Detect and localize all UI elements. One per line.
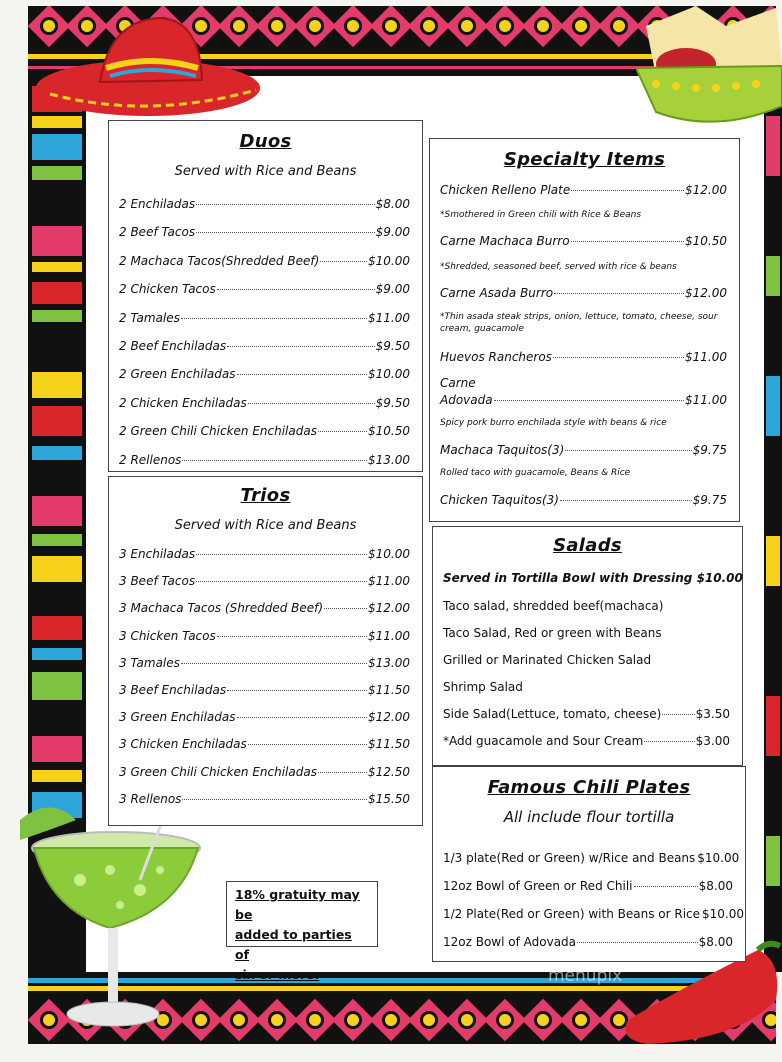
decorative-diamond	[294, 999, 336, 1041]
menu-item-price: $11.00	[368, 628, 410, 643]
dot-leader	[217, 289, 375, 290]
dot-leader	[227, 690, 367, 691]
menu-item-name: Taco Salad, Red or green with Beans	[443, 626, 662, 640]
chili-plates-section	[432, 766, 746, 962]
menu-item-price: $12.50	[368, 764, 410, 779]
menu-item-name: 2 Chicken Enchiladas	[119, 395, 247, 410]
menu-item-price: $10.00	[702, 907, 745, 921]
gratuity-notice	[226, 881, 378, 982]
decorative-diamond	[218, 999, 260, 1041]
salads-subtitle: Served in Tortilla Bowl with Dressing $10.00	[443, 571, 743, 585]
menu-item-name-line1: Carne	[440, 376, 476, 390]
menu-item-name: 3 Enchiladas	[119, 547, 196, 561]
duos-section	[108, 120, 423, 472]
duos-title: Duos	[239, 131, 292, 152]
menu-item-price: $10.50	[685, 234, 727, 248]
dot-leader	[571, 241, 684, 242]
trios-section	[108, 476, 423, 826]
menu-item	[119, 574, 410, 588]
menu-item-price: $12.00	[368, 601, 410, 616]
menu-item-name: 3 Chicken Enchiladas	[119, 737, 247, 752]
menu-item-price: $13.00	[368, 452, 410, 467]
menu-item	[119, 710, 410, 724]
menu-item-name: Grilled or Marinated Chicken Salad	[443, 653, 652, 667]
decorative-diamond	[522, 999, 564, 1041]
dot-leader	[318, 431, 367, 432]
menu-item-price: $8.00	[375, 197, 410, 211]
dot-leader	[560, 500, 692, 501]
decorative-diamond	[370, 6, 412, 47]
chili-subtitle: All include flour tortilla	[503, 808, 675, 826]
menu-item-name: Chicken Relleno Plate	[440, 183, 571, 197]
menu-item-description: *Thin asada steak strips, onion, lettuce, tomato, cheese, sour cream, guacamole	[440, 312, 718, 334]
menu-item-price: $11.50	[368, 683, 410, 697]
dot-leader	[553, 357, 684, 358]
gratuity-line-3: six or more.	[235, 967, 320, 982]
dot-leader	[318, 772, 367, 773]
menu-item	[119, 396, 410, 410]
decorative-diamond	[332, 6, 374, 47]
dot-leader	[196, 232, 375, 233]
dot-leader	[182, 460, 367, 461]
nachos-illustration	[636, 6, 782, 136]
menu-item-name: 3 Chicken Tacos	[119, 628, 216, 643]
trios-subtitle: Served with Rice and Beans	[174, 518, 357, 533]
menu-item-name: 2 Green Chili Chicken Enchiladas	[119, 424, 317, 439]
dot-leader	[324, 608, 367, 609]
menu-item-price: $8.00	[698, 935, 733, 949]
decorative-diamond	[484, 6, 526, 47]
decorative-diamond	[294, 6, 336, 47]
menu-item	[440, 183, 727, 197]
menu-item-name: 2 Machaca Tacos(Shredded Beef)	[119, 253, 320, 268]
watermark: menupix	[548, 966, 623, 986]
menu-item-name: 2 Tamales	[119, 310, 180, 325]
menu-item-name: 3 Beef Enchiladas	[119, 683, 227, 697]
menu-item-price: $12.00	[685, 183, 727, 197]
menu-item-name: Carne Machaca Burro	[440, 234, 570, 248]
menu-item	[119, 339, 410, 353]
menu-item-name: 12oz Bowl of Green or Red Chili	[443, 879, 633, 893]
menu-item	[443, 851, 740, 865]
dot-leader	[196, 554, 367, 555]
dot-leader	[634, 886, 698, 887]
menu-item-price: $11.50	[368, 737, 410, 752]
menu-item	[119, 656, 410, 670]
menu-item-name: Carne Asada Burro	[440, 286, 554, 300]
menu-item	[443, 935, 733, 949]
menu-item-name: 3 Rellenos	[119, 791, 182, 806]
menu-item-price: $3.00	[695, 734, 730, 748]
menu-item-price: $13.00	[368, 655, 410, 670]
dot-leader	[237, 374, 367, 375]
menu-item	[119, 629, 410, 643]
menu-item-name: 3 Green Enchiladas	[119, 710, 236, 725]
specialty-title: Specialty Items	[503, 149, 666, 170]
menu-item	[440, 443, 727, 457]
menu-item-name: 2 Enchiladas	[119, 197, 196, 211]
menu-item	[440, 393, 727, 407]
menu-item-price: $9.50	[375, 395, 410, 410]
menu-item-price: $12.00	[685, 286, 727, 300]
menu-item-name: 2 Beef Tacos	[119, 225, 196, 240]
menu-item-price: $9.75	[692, 443, 727, 457]
decorative-diamond	[560, 6, 602, 47]
menu-item-name: 3 Tamales	[119, 655, 180, 670]
salads-section	[432, 526, 743, 766]
dot-leader	[577, 942, 698, 943]
menu-item-price: $11.00	[368, 574, 410, 589]
chili-title: Famous Chili Plates	[487, 777, 691, 798]
menu-item-price: $10.00	[368, 253, 410, 268]
menu-item-name: Shrimp Salad	[443, 680, 523, 694]
menu-item	[119, 282, 410, 296]
menu-item	[119, 225, 410, 239]
dot-leader	[227, 346, 375, 347]
dot-leader	[644, 741, 694, 742]
decorative-diamond	[408, 999, 450, 1041]
menu-item	[443, 599, 730, 613]
menu-item	[443, 734, 730, 748]
salads-title: Salads	[553, 535, 622, 556]
menu-item	[443, 879, 733, 893]
decorative-diamond	[598, 6, 640, 47]
menu-item-name: Side Salad(Lettuce, tomato, cheese)	[443, 707, 662, 721]
menu-item	[119, 737, 410, 751]
menu-item-price: $8.00	[698, 879, 733, 893]
menu-item-price: $11.00	[685, 393, 727, 407]
gratuity-line-2: added to parties of	[235, 927, 352, 962]
menu-item-price: $10.50	[368, 424, 410, 439]
menu-item-name: 2 Beef Enchiladas	[119, 339, 227, 353]
menu-item-name: 2 Rellenos	[119, 452, 182, 467]
dot-leader	[181, 663, 367, 664]
decorative-diamond	[446, 999, 488, 1041]
menu-item	[440, 234, 727, 248]
decorative-diamond	[560, 999, 602, 1041]
menu-item	[119, 367, 410, 381]
right-decorative-border	[764, 76, 782, 972]
dot-leader	[196, 204, 375, 205]
menu-item	[443, 907, 745, 921]
dot-leader	[248, 744, 367, 745]
decorative-diamond	[522, 6, 564, 47]
menu-item	[119, 792, 410, 806]
menu-item	[443, 680, 730, 694]
menu-item-name: Machaca Taquitos(3)	[440, 443, 565, 457]
dot-leader	[571, 190, 684, 191]
dot-leader	[494, 400, 684, 401]
menu-item-price: $10.00	[368, 547, 410, 561]
duos-subtitle: Served with Rice and Beans	[174, 164, 357, 179]
menu-item-price: $10.00	[368, 367, 410, 382]
dot-leader	[662, 714, 694, 715]
dot-leader	[320, 261, 367, 262]
menu-item-name: 2 Green Enchiladas	[119, 367, 236, 382]
menu-item-name: Huevos Rancheros	[440, 350, 552, 364]
menu-item-price: $15.50	[368, 791, 410, 806]
menu-item-price: $9.00	[375, 282, 410, 297]
dot-leader	[182, 799, 367, 800]
menu-item-description: *Smothered in Green chili with Rice & Beans	[440, 210, 642, 220]
dot-leader	[565, 450, 691, 451]
decorative-diamond	[484, 999, 526, 1041]
menu-item-name: Taco salad, shredded beef(machaca)	[443, 599, 664, 613]
menu-item-name: 2 Chicken Tacos	[119, 282, 216, 297]
menu-item-description: Rolled taco with guacamole, Beans & Rice	[440, 468, 631, 478]
menu-item-name: 1/3 plate(Red or Green) w/Rice and Beans	[443, 851, 696, 865]
menu-item	[119, 547, 410, 561]
menu-item-description: *Shredded, seasoned beef, served with rice & beans	[440, 262, 677, 272]
menu-item	[119, 453, 410, 467]
menu-item-price: $9.00	[375, 225, 410, 240]
menu-item-name: Chicken Taquitos(3)	[440, 493, 559, 507]
menu-item-price: $10.00	[697, 851, 740, 865]
menu-item	[119, 601, 410, 615]
dot-leader	[237, 717, 367, 718]
gratuity-line-1: 18% gratuity may be	[235, 887, 360, 922]
decorative-diamond	[370, 999, 412, 1041]
menu-item-name: 1/2 Plate(Red or Green) with Beans or Rice	[443, 907, 701, 921]
dot-leader	[196, 581, 367, 582]
menu-item-name: 3 Beef Tacos	[119, 574, 196, 589]
menu-item	[119, 424, 410, 438]
menu-item-price: $3.50	[695, 707, 730, 721]
menu-item	[119, 254, 410, 268]
sombrero-illustration	[30, 10, 270, 120]
dot-leader	[217, 636, 367, 637]
menu-item-name: 3 Green Chili Chicken Enchiladas	[119, 764, 317, 779]
dot-leader	[248, 403, 375, 404]
dot-leader	[554, 293, 684, 294]
menu-item	[440, 493, 727, 507]
menu-item	[443, 626, 730, 640]
menu-item	[443, 707, 730, 721]
menu-item-name: 3 Machaca Tacos (Shredded Beef)	[119, 601, 324, 616]
menu-item	[440, 286, 727, 300]
decorative-diamond	[256, 999, 298, 1041]
specialty-items-section	[429, 138, 740, 522]
dot-leader	[181, 318, 367, 319]
menu-item-price: $9.75	[692, 493, 727, 507]
menu-item-name: *Add guacamole and Sour Cream	[443, 734, 644, 748]
decorative-diamond	[446, 6, 488, 47]
menu-item-description: Spicy pork burro enchilada style with beans & rice	[440, 418, 667, 428]
menu-item-price: $9.50	[375, 339, 410, 353]
decorative-diamond	[408, 6, 450, 47]
trios-title: Trios	[240, 485, 291, 506]
menu-item	[119, 683, 410, 697]
menu-item-name: 12oz Bowl of Adovada	[443, 935, 577, 949]
menu-item-name: Adovada	[440, 393, 493, 407]
decorative-diamond	[332, 999, 374, 1041]
menu-item	[119, 765, 410, 779]
menu-item	[440, 350, 727, 364]
menu-item-price: $11.00	[685, 350, 727, 364]
menu-item-price: $11.00	[368, 310, 410, 325]
menu-item	[443, 653, 730, 667]
margarita-illustration	[20, 800, 210, 1035]
menu-item	[119, 197, 410, 211]
menu-item	[119, 311, 410, 325]
menu-item-price: $12.00	[368, 710, 410, 725]
